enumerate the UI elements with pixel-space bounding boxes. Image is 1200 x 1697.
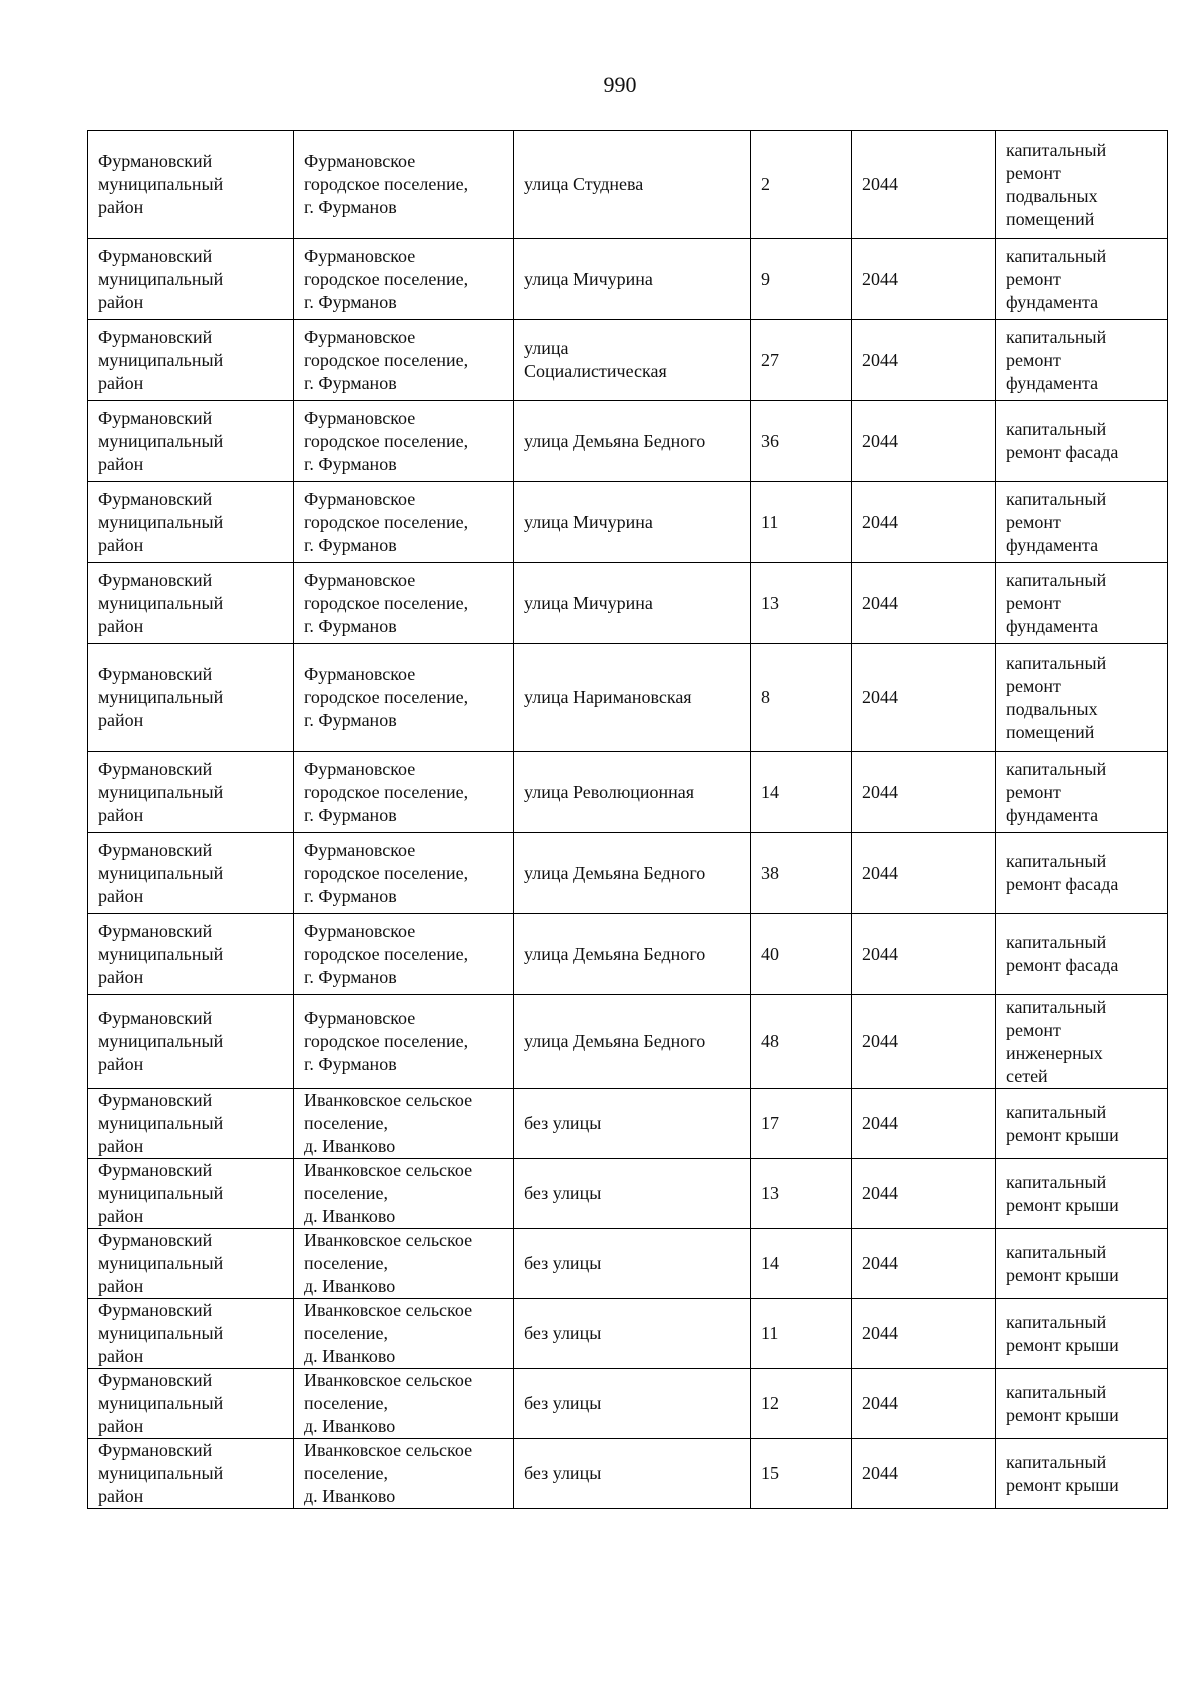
house-number-cell: 12	[751, 1369, 852, 1439]
street-cell: без улицы	[514, 1369, 751, 1439]
work-type-cell: капитальный ремонт крыши	[996, 1089, 1168, 1159]
district-cell: Фурмановский муниципальный район	[88, 833, 294, 914]
year-cell: 2044	[852, 644, 996, 752]
district-cell: Фурмановский муниципальный район	[88, 563, 294, 644]
street-cell: без улицы	[514, 1159, 751, 1229]
house-number-cell: 13	[751, 563, 852, 644]
table-body	[88, 131, 1168, 1509]
year-cell: 2044	[852, 914, 996, 995]
settlement-cell: Фурмановское городское поселение, г. Фурманов	[294, 752, 514, 833]
table-row	[88, 482, 1168, 563]
settlement-cell: Фурмановское городское поселение, г. Фурманов	[294, 995, 514, 1089]
table-row	[88, 1439, 1168, 1509]
street-cell: улица Социалистическая	[514, 320, 751, 401]
house-number-cell: 15	[751, 1439, 852, 1509]
work-type-cell: капитальный ремонт инженерных сетей	[996, 995, 1168, 1089]
table-row	[88, 644, 1168, 752]
settlement-cell: Иванковское сельское поселение, д. Иванково	[294, 1159, 514, 1229]
year-cell: 2044	[852, 239, 996, 320]
district-cell: Фурмановский муниципальный район	[88, 1299, 294, 1369]
table-row	[88, 401, 1168, 482]
year-cell: 2044	[852, 1369, 996, 1439]
street-cell: без улицы	[514, 1089, 751, 1159]
district-cell: Фурмановский муниципальный район	[88, 482, 294, 563]
house-number-cell: 14	[751, 752, 852, 833]
table-row	[88, 563, 1168, 644]
street-cell: улица Демьяна Бедного	[514, 833, 751, 914]
street-cell: улица Мичурина	[514, 482, 751, 563]
settlement-cell: Фурмановское городское поселение, г. Фурманов	[294, 644, 514, 752]
table-row	[88, 1369, 1168, 1439]
district-cell: Фурмановский муниципальный район	[88, 995, 294, 1089]
district-cell: Фурмановский муниципальный район	[88, 1229, 294, 1299]
work-type-cell: капитальный ремонт крыши	[996, 1159, 1168, 1229]
house-number-cell: 36	[751, 401, 852, 482]
street-cell: улица Мичурина	[514, 563, 751, 644]
year-cell: 2044	[852, 1229, 996, 1299]
table-row	[88, 1229, 1168, 1299]
year-cell: 2044	[852, 131, 996, 239]
work-type-cell: капитальный ремонт фундамента	[996, 320, 1168, 401]
street-cell: улица Демьяна Бедного	[514, 401, 751, 482]
table-row	[88, 131, 1168, 239]
house-number-cell: 11	[751, 1299, 852, 1369]
settlement-cell: Фурмановское городское поселение, г. Фурманов	[294, 563, 514, 644]
table-row	[88, 914, 1168, 995]
work-type-cell: капитальный ремонт фундамента	[996, 563, 1168, 644]
settlement-cell: Иванковское сельское поселение, д. Иванково	[294, 1089, 514, 1159]
page-number: 990	[603, 72, 637, 97]
district-cell: Фурмановский муниципальный район	[88, 1089, 294, 1159]
district-cell: Фурмановский муниципальный район	[88, 644, 294, 752]
table-row	[88, 752, 1168, 833]
street-cell: улица Мичурина	[514, 239, 751, 320]
year-cell: 2044	[852, 1439, 996, 1509]
year-cell: 2044	[852, 563, 996, 644]
work-type-cell: капитальный ремонт крыши	[996, 1229, 1168, 1299]
street-cell: без улицы	[514, 1299, 751, 1369]
street-cell: улица Революционная	[514, 752, 751, 833]
house-number-cell: 9	[751, 239, 852, 320]
house-number-cell: 48	[751, 995, 852, 1089]
street-cell: без улицы	[514, 1229, 751, 1299]
year-cell: 2044	[852, 401, 996, 482]
table-row	[88, 833, 1168, 914]
house-number-cell: 13	[751, 1159, 852, 1229]
settlement-cell: Фурмановское городское поселение, г. Фурманов	[294, 833, 514, 914]
work-type-cell: капитальный ремонт подвальных помещений	[996, 644, 1168, 752]
district-cell: Фурмановский муниципальный район	[88, 1159, 294, 1229]
work-type-cell: капитальный ремонт крыши	[996, 1369, 1168, 1439]
settlement-cell: Фурмановское городское поселение, г. Фурманов	[294, 239, 514, 320]
table-row	[88, 1159, 1168, 1229]
settlement-cell: Иванковское сельское поселение, д. Иванково	[294, 1439, 514, 1509]
settlement-cell: Иванковское сельское поселение, д. Иванково	[294, 1229, 514, 1299]
district-cell: Фурмановский муниципальный район	[88, 1439, 294, 1509]
year-cell: 2044	[852, 752, 996, 833]
year-cell: 2044	[852, 1299, 996, 1369]
district-cell: Фурмановский муниципальный район	[88, 1369, 294, 1439]
street-cell: улица Демьяна Бедного	[514, 914, 751, 995]
district-cell: Фурмановский муниципальный район	[88, 131, 294, 239]
district-cell: Фурмановский муниципальный район	[88, 239, 294, 320]
settlement-cell: Фурмановское городское поселение, г. Фурманов	[294, 320, 514, 401]
year-cell: 2044	[852, 1089, 996, 1159]
district-cell: Фурмановский муниципальный район	[88, 320, 294, 401]
house-number-cell: 8	[751, 644, 852, 752]
year-cell: 2044	[852, 320, 996, 401]
table-row	[88, 1299, 1168, 1369]
district-cell: Фурмановский муниципальный район	[88, 752, 294, 833]
district-cell: Фурмановский муниципальный район	[88, 401, 294, 482]
work-type-cell: капитальный ремонт крыши	[996, 1299, 1168, 1369]
year-cell: 2044	[852, 482, 996, 563]
work-type-cell: капитальный ремонт фасада	[996, 401, 1168, 482]
table-row	[88, 320, 1168, 401]
settlement-cell: Фурмановское городское поселение, г. Фурманов	[294, 401, 514, 482]
settlement-cell: Иванковское сельское поселение, д. Иванково	[294, 1369, 514, 1439]
year-cell: 2044	[852, 833, 996, 914]
work-type-cell: капитальный ремонт подвальных помещений	[996, 131, 1168, 239]
settlement-cell: Фурмановское городское поселение, г. Фурманов	[294, 914, 514, 995]
table-row	[88, 239, 1168, 320]
work-type-cell: капитальный ремонт фасада	[996, 833, 1168, 914]
work-type-cell: капитальный ремонт фундамента	[996, 752, 1168, 833]
table-row	[88, 1089, 1168, 1159]
work-type-cell: капитальный ремонт крыши	[996, 1439, 1168, 1509]
house-number-cell: 38	[751, 833, 852, 914]
street-cell: улица Наримановская	[514, 644, 751, 752]
table-row	[88, 995, 1168, 1089]
house-number-cell: 2	[751, 131, 852, 239]
settlement-cell: Фурмановское городское поселение, г. Фурманов	[294, 131, 514, 239]
street-cell: без улицы	[514, 1439, 751, 1509]
repair-schedule-table	[87, 130, 1168, 1509]
settlement-cell: Фурмановское городское поселение, г. Фурманов	[294, 482, 514, 563]
work-type-cell: капитальный ремонт фасада	[996, 914, 1168, 995]
house-number-cell: 14	[751, 1229, 852, 1299]
district-cell: Фурмановский муниципальный район	[88, 914, 294, 995]
year-cell: 2044	[852, 1159, 996, 1229]
settlement-cell: Иванковское сельское поселение, д. Иванково	[294, 1299, 514, 1369]
work-type-cell: капитальный ремонт фундамента	[996, 482, 1168, 563]
house-number-cell: 17	[751, 1089, 852, 1159]
year-cell: 2044	[852, 995, 996, 1089]
work-type-cell: капитальный ремонт фундамента	[996, 239, 1168, 320]
street-cell: улица Студнева	[514, 131, 751, 239]
street-cell: улица Демьяна Бедного	[514, 995, 751, 1089]
house-number-cell: 27	[751, 320, 852, 401]
house-number-cell: 40	[751, 914, 852, 995]
house-number-cell: 11	[751, 482, 852, 563]
